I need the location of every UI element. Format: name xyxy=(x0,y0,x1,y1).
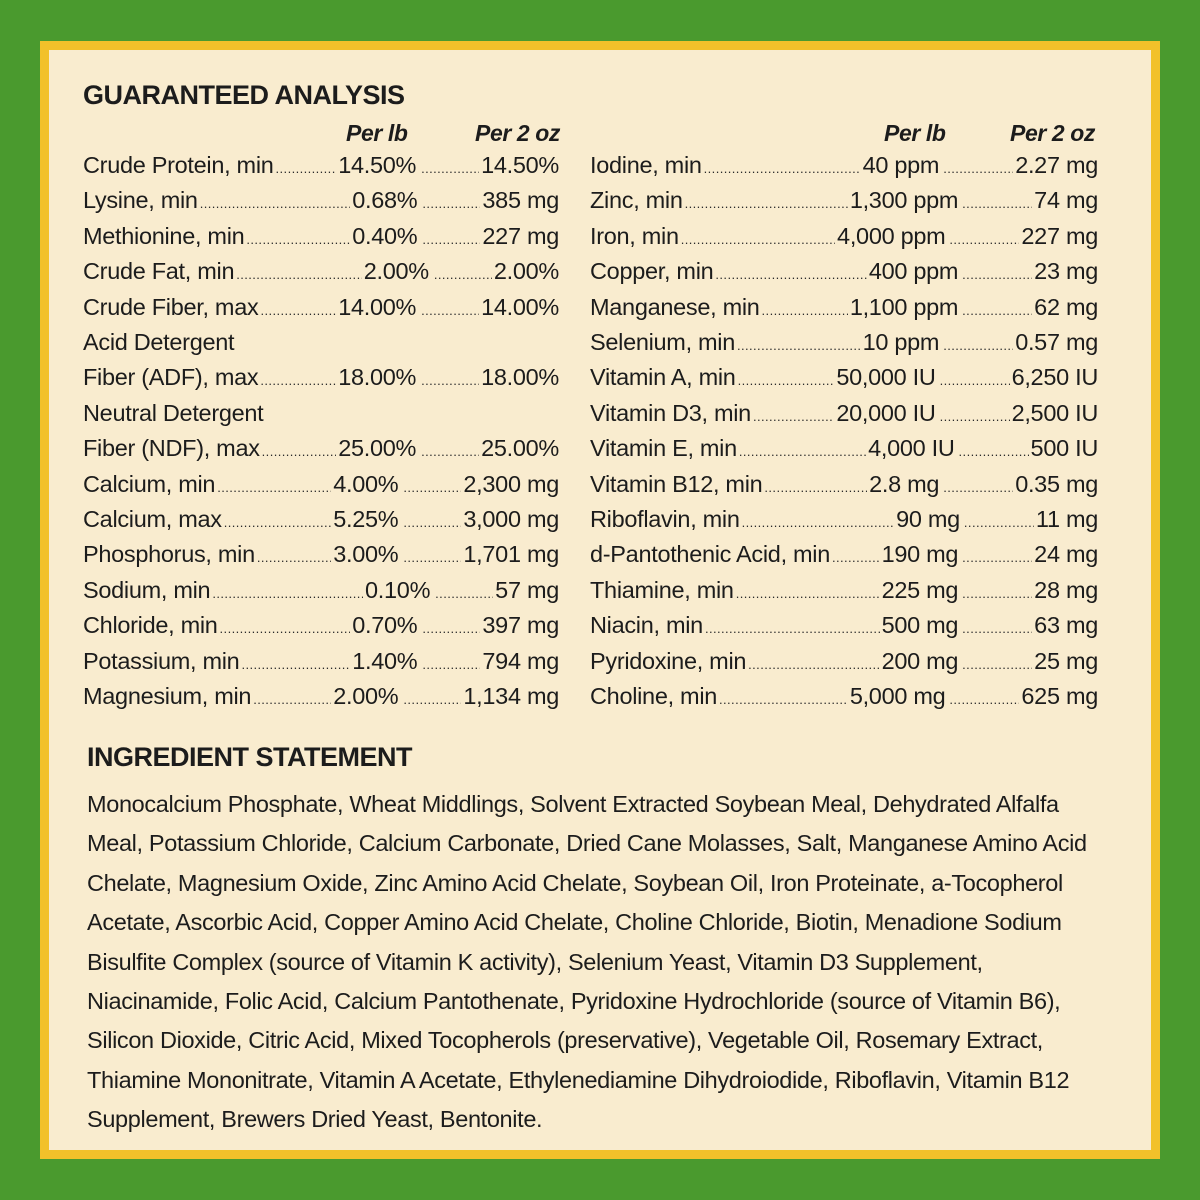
leader-dots xyxy=(403,515,461,530)
analysis-row xyxy=(83,683,559,713)
analysis-row xyxy=(83,364,559,394)
value-per-lb: 50,000 IU xyxy=(836,364,936,391)
value-per-lb: 1,300 ppm xyxy=(849,187,959,214)
leader-dots xyxy=(943,338,1013,353)
analysis-row xyxy=(83,152,559,182)
leader-dots xyxy=(262,444,337,459)
value-per-lb: 40 ppm xyxy=(862,152,940,178)
leader-dots xyxy=(403,480,461,495)
value-per-lb: 4,000 ppm xyxy=(837,222,946,249)
leader-dots xyxy=(246,232,350,247)
nutrient-label: Phosphorus, min xyxy=(83,541,255,568)
value-per-lb: 0.68% xyxy=(352,187,418,214)
leader-dots xyxy=(241,657,350,672)
value-per-2oz: 24 mg xyxy=(1034,541,1098,568)
value-per-2oz: 397 mg xyxy=(482,612,559,639)
value-per-2oz: 1,134 mg xyxy=(463,683,559,709)
value-per-lb: 3.00% xyxy=(333,541,399,568)
analysis-row xyxy=(590,541,1098,571)
leader-dots xyxy=(962,303,1032,318)
leader-dots xyxy=(253,692,331,707)
leader-dots xyxy=(421,161,479,176)
nutrient-label: Copper, min xyxy=(590,258,714,285)
value-per-2oz: 25 mg xyxy=(1034,647,1098,674)
value-per-lb: 500 mg xyxy=(881,612,959,639)
analysis-row xyxy=(590,187,1098,217)
value-per-lb: 190 mg xyxy=(881,541,959,568)
leader-dots xyxy=(212,586,363,601)
nutrient-label: Zinc, min xyxy=(590,187,683,214)
leader-dots xyxy=(737,338,861,353)
ingredient-list-text: Monocalcium Phosphate, Wheat Middlings, Solvent Extracted Soybean Meal, Dehydrated Alfalfa Meal, Potassium Chloride, Calcium Carbonate, Dried Cane Molasses, Salt, Manganese Amino Acid Chelate, Magnesium Oxide, Zinc Amino Acid Chelate, Soybean Oil, Iron Proteinate, a-Tocopherol Acetate, Ascorbic Acid, Copper Amino Acid Chelate, Choline Chloride, Biotin, Menadione Sodium Bisulfite Complex (source of Vitamin K activity), Selenium Yeast, Vitamin D3 Supplement, Niacinamide, Folic Acid, Calcium Pantothenate, Pyridoxine Hydrochloride (source of Vitamin B6), Silicon Dioxide, Citric Acid, Mixed Tocopherols (preservative), Vegetable Oil, Rosemary Extract, Thiamine Mononitrate, Vitamin A Acetate, Ethylenediamine Dihydroiodide, Riboflavin, Vitamin B12 Supplement, Brewers Dried Yeast, Bentonite. xyxy=(87,791,1087,1133)
analysis-row xyxy=(83,435,559,465)
nutrient-label: Acid Detergent xyxy=(83,329,235,355)
analysis-row xyxy=(83,541,559,571)
nutrient-label: d-Pantothenic Acid, min xyxy=(590,541,830,568)
nutrient-label: Crude Fat, min xyxy=(83,258,235,285)
left-col-header-per-2oz: Per 2 oz xyxy=(475,120,561,146)
leader-dots xyxy=(764,480,867,495)
value-per-2oz: 63 mg xyxy=(1034,612,1098,639)
leader-dots xyxy=(962,621,1032,636)
nutrient-label: Vitamin D3, min xyxy=(590,399,751,426)
leader-dots xyxy=(962,550,1032,565)
value-per-2oz: 57 mg xyxy=(495,576,559,603)
analysis-row xyxy=(590,294,1098,324)
value-per-lb: 0.70% xyxy=(352,612,418,639)
value-per-lb: 10 ppm xyxy=(862,329,940,355)
leader-dots xyxy=(742,515,894,530)
value-per-lb: 225 mg xyxy=(881,576,959,603)
analysis-row xyxy=(590,683,1098,713)
nutrient-label: Calcium, max xyxy=(83,506,222,532)
value-per-2oz: 6,250 IU xyxy=(1011,364,1098,391)
analysis-row xyxy=(83,506,559,536)
value-per-2oz: 0.57 mg xyxy=(1015,329,1098,355)
nutrient-label: Vitamin A, min xyxy=(590,364,736,391)
leader-dots xyxy=(943,161,1013,176)
value-per-lb: 400 ppm xyxy=(868,258,959,285)
ingredient-statement-heading: INGREDIENT STATEMENT xyxy=(87,742,412,772)
leader-dots xyxy=(422,196,480,211)
right-col-header-per-2oz: Per 2 oz xyxy=(1010,120,1096,146)
analysis-row xyxy=(590,435,1098,465)
leader-dots xyxy=(421,373,479,388)
nutrient-label: Fiber (NDF), max xyxy=(83,435,260,462)
leader-dots xyxy=(736,586,880,601)
value-per-2oz: 3,000 mg xyxy=(463,506,559,532)
analysis-row xyxy=(83,471,559,501)
value-per-lb: 20,000 IU xyxy=(836,399,936,426)
value-per-lb: 5.25% xyxy=(333,506,399,532)
value-per-lb: 2.00% xyxy=(363,258,429,285)
leader-dots xyxy=(236,267,362,282)
leader-dots xyxy=(715,267,866,282)
guaranteed-analysis-heading: GUARANTEED ANALYSIS xyxy=(83,80,405,110)
value-per-2oz: 74 mg xyxy=(1034,187,1098,214)
leader-dots xyxy=(940,409,1010,424)
analysis-row xyxy=(83,612,559,642)
leader-dots xyxy=(220,621,351,636)
value-per-2oz: 385 mg xyxy=(482,187,559,214)
value-per-lb: 25.00% xyxy=(338,435,417,462)
leader-dots xyxy=(403,692,461,707)
leader-dots xyxy=(403,550,461,565)
leader-dots xyxy=(422,657,480,672)
analysis-row xyxy=(83,223,559,253)
nutrient-label: Crude Fiber, max xyxy=(83,293,259,320)
leader-dots xyxy=(739,444,866,459)
value-per-lb: 90 mg xyxy=(896,506,960,532)
value-per-lb: 4,000 IU xyxy=(868,435,955,462)
label-panel xyxy=(40,41,1160,1159)
value-per-2oz: 25.00% xyxy=(481,435,559,462)
leader-dots xyxy=(260,373,336,388)
analysis-row xyxy=(590,329,1098,359)
analysis-row xyxy=(590,612,1098,642)
leader-dots xyxy=(943,480,1013,495)
right-col-header-per-lb: Per lb xyxy=(884,120,946,146)
value-per-2oz: 14.50% xyxy=(481,152,559,178)
leader-dots xyxy=(200,196,351,211)
value-per-lb: 5,000 mg xyxy=(849,683,946,709)
value-per-lb: 14.50% xyxy=(338,152,417,178)
analysis-row xyxy=(83,258,559,288)
nutrient-label: Niacin, min xyxy=(590,612,703,639)
nutrient-label: Vitamin E, min xyxy=(590,435,737,462)
left-col-header-per-lb: Per lb xyxy=(346,120,408,146)
nutrient-label: Magnesium, min xyxy=(83,683,252,709)
analysis-row xyxy=(590,223,1098,253)
value-per-2oz: 2.00% xyxy=(493,258,559,285)
value-per-2oz: 794 mg xyxy=(482,647,559,674)
analysis-row xyxy=(590,152,1098,182)
value-per-2oz: 14.00% xyxy=(481,293,559,320)
leader-dots xyxy=(257,550,331,565)
value-per-2oz: 625 mg xyxy=(1021,683,1098,709)
value-per-2oz: 62 mg xyxy=(1034,293,1098,320)
analysis-row xyxy=(590,400,1098,430)
value-per-2oz: 2,500 IU xyxy=(1011,399,1098,426)
leader-dots xyxy=(762,303,848,318)
nutrient-label: Fiber (ADF), max xyxy=(83,364,259,391)
leader-dots xyxy=(949,692,1019,707)
analysis-row xyxy=(83,400,559,430)
leader-dots xyxy=(940,373,1010,388)
analysis-row xyxy=(590,648,1098,678)
value-per-2oz: 500 IU xyxy=(1030,435,1098,462)
leader-dots xyxy=(753,409,834,424)
leader-dots xyxy=(832,550,880,565)
nutrient-label: Choline, min xyxy=(590,683,718,709)
leader-dots xyxy=(962,657,1032,672)
nutrient-label: Crude Protein, min xyxy=(83,152,274,178)
leader-dots xyxy=(704,161,861,176)
value-per-lb: 14.00% xyxy=(338,293,417,320)
leader-dots xyxy=(435,586,493,601)
nutrient-label: Chloride, min xyxy=(83,612,218,639)
nutrient-label: Neutral Detergent xyxy=(83,399,264,426)
leader-dots xyxy=(962,196,1032,211)
nutrient-label: Pyridoxine, min xyxy=(590,647,747,674)
leader-dots xyxy=(422,232,480,247)
value-per-2oz: 1,701 mg xyxy=(463,541,559,568)
leader-dots xyxy=(421,444,479,459)
value-per-lb: 0.10% xyxy=(365,576,431,603)
leader-dots xyxy=(962,586,1032,601)
analysis-row xyxy=(83,648,559,678)
leader-dots xyxy=(962,267,1032,282)
nutrient-label: Manganese, min xyxy=(590,293,760,320)
leader-dots xyxy=(224,515,332,530)
value-per-2oz: 18.00% xyxy=(481,364,559,391)
nutrient-label: Thiamine, min xyxy=(590,576,734,603)
nutrient-label: Riboflavin, min xyxy=(590,506,740,532)
value-per-2oz: 2.27 mg xyxy=(1015,152,1098,178)
value-per-2oz: 23 mg xyxy=(1034,258,1098,285)
leader-dots xyxy=(217,480,331,495)
analysis-row xyxy=(590,506,1098,536)
value-per-lb: 1,100 ppm xyxy=(849,293,959,320)
value-per-lb: 2.8 mg xyxy=(869,470,940,497)
leader-dots xyxy=(422,621,480,636)
analysis-row xyxy=(590,258,1098,288)
nutrient-label: Iodine, min xyxy=(590,152,702,178)
leader-dots xyxy=(705,621,880,636)
nutrient-label: Vitamin B12, min xyxy=(590,470,763,497)
value-per-2oz: 227 mg xyxy=(1021,222,1098,249)
value-per-2oz: 227 mg xyxy=(482,222,559,249)
leader-dots xyxy=(949,232,1019,247)
value-per-lb: 2.00% xyxy=(333,683,399,709)
leader-dots xyxy=(421,303,479,318)
nutrient-label: Selenium, min xyxy=(590,329,735,355)
leader-dots xyxy=(260,303,336,318)
analysis-row xyxy=(83,577,559,607)
analysis-row xyxy=(590,471,1098,501)
leader-dots xyxy=(748,657,879,672)
analysis-row xyxy=(83,329,559,359)
analysis-row xyxy=(590,364,1098,394)
value-per-lb: 0.40% xyxy=(352,222,418,249)
nutrient-label: Calcium, min xyxy=(83,470,216,497)
nutrient-label: Iron, min xyxy=(590,222,679,249)
value-per-lb: 1.40% xyxy=(352,647,418,674)
leader-dots xyxy=(738,373,835,388)
analysis-row xyxy=(83,187,559,217)
leader-dots xyxy=(964,515,1034,530)
nutrient-label: Lysine, min xyxy=(83,187,198,214)
value-per-lb: 4.00% xyxy=(333,470,399,497)
value-per-2oz: 2,300 mg xyxy=(463,470,559,497)
analysis-row xyxy=(83,294,559,324)
value-per-2oz: 28 mg xyxy=(1034,576,1098,603)
analysis-row xyxy=(590,577,1098,607)
leader-dots xyxy=(959,444,1029,459)
nutrient-label: Sodium, min xyxy=(83,576,211,603)
value-per-lb: 200 mg xyxy=(881,647,959,674)
leader-dots xyxy=(685,196,848,211)
nutrient-label: Potassium, min xyxy=(83,647,240,674)
value-per-lb: 18.00% xyxy=(338,364,417,391)
value-per-2oz: 0.35 mg xyxy=(1015,470,1098,497)
leader-dots xyxy=(276,161,337,176)
nutrient-label: Methionine, min xyxy=(83,222,245,249)
leader-dots xyxy=(434,267,492,282)
leader-dots xyxy=(681,232,835,247)
leader-dots xyxy=(719,692,848,707)
value-per-2oz: 11 mg xyxy=(1035,506,1098,532)
